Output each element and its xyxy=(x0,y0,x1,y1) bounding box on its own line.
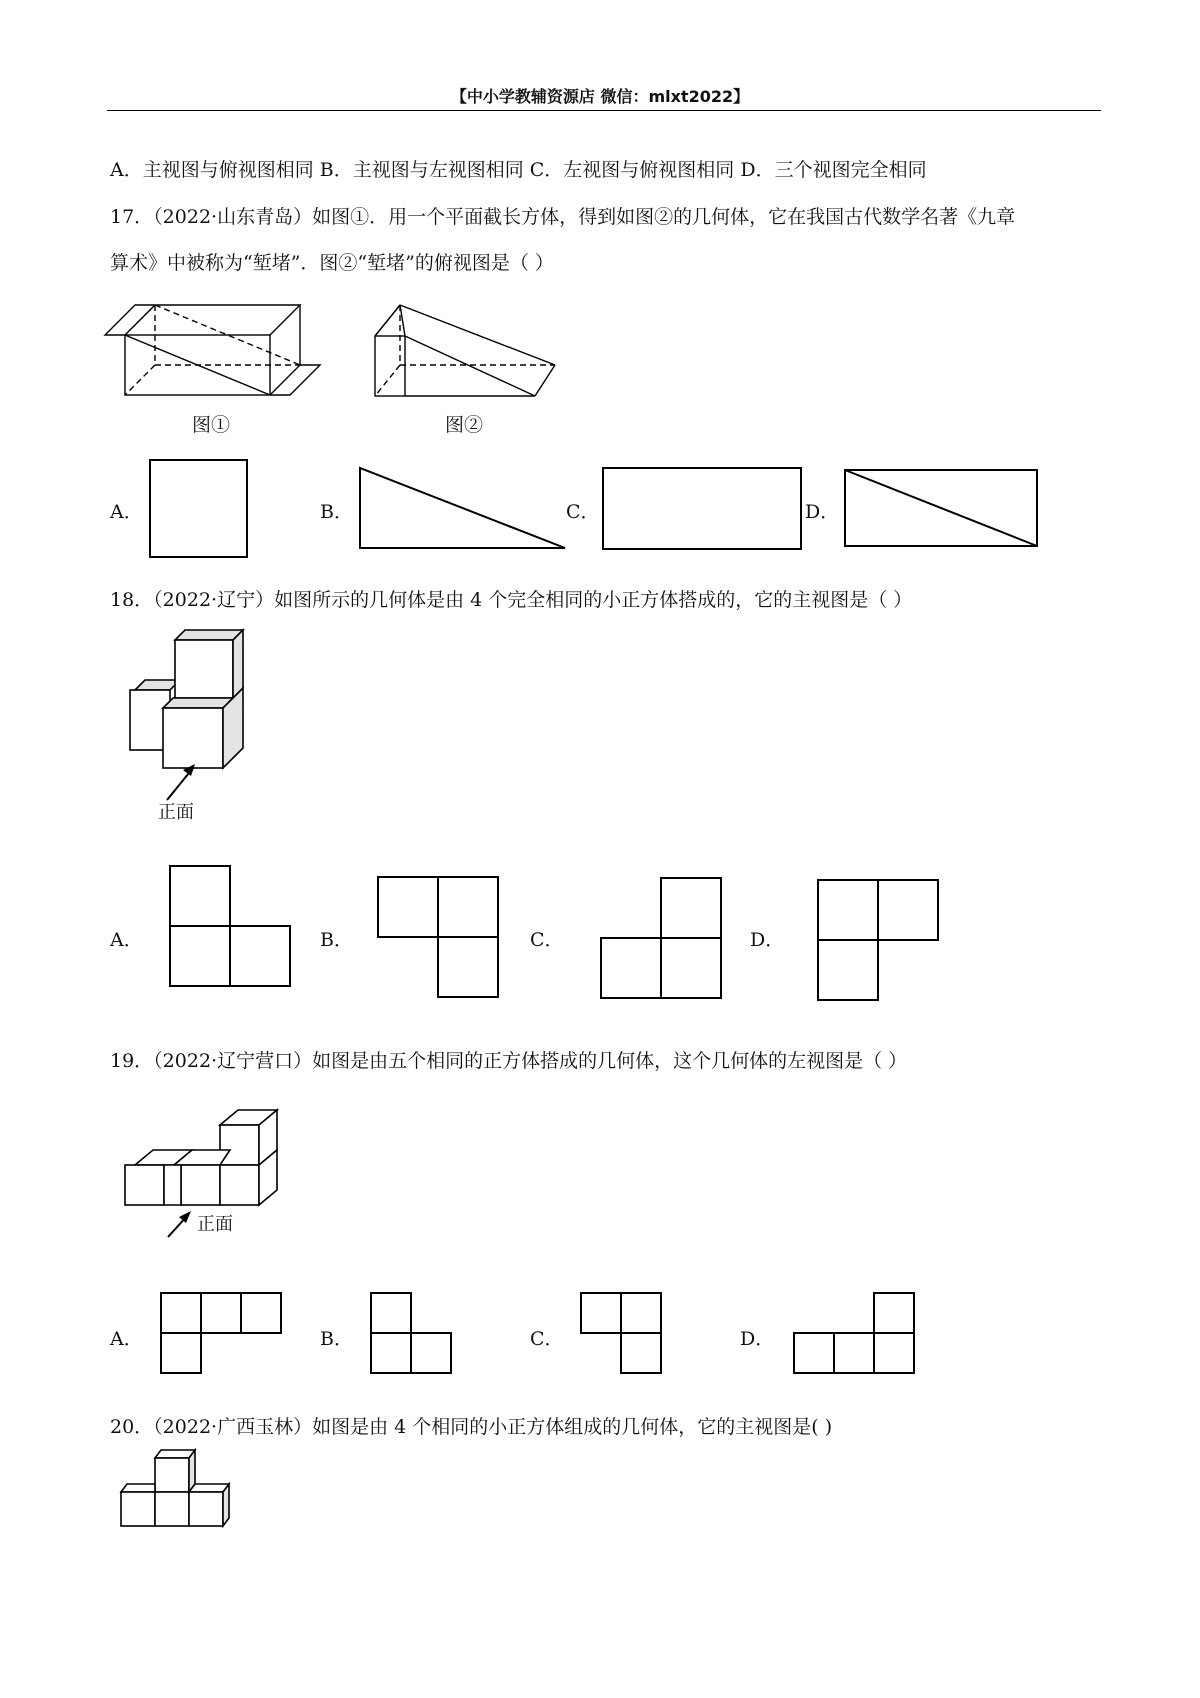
q18-text: 18．（2022·辽宁）如图所示的几何体是由 4 个完全相同的小正方体搭成的，它的主视图是（ ） xyxy=(110,589,913,611)
q16-options: A．主视图与俯视图相同 B．主视图与左视图相同 C．左视图与俯视图相同 D．三个视图完全相同 xyxy=(110,159,927,181)
q17-figure-1-caption: 图① xyxy=(192,414,231,436)
q19-option-c-shape xyxy=(581,1293,666,1378)
q17-option-d-rectangle-diagonal xyxy=(845,470,1040,550)
q19-front-label: 正面 xyxy=(197,1214,233,1235)
q18-option-b-label: B． xyxy=(320,929,353,951)
q17-figure-2-caption: 图② xyxy=(445,414,484,436)
header-divider xyxy=(107,110,1101,111)
page-header: 【中小学教辅资源店 微信：mlxt2022】 xyxy=(450,87,750,106)
q19-option-d-label: D． xyxy=(740,1328,775,1350)
q19-text: 19．（2022·辽宁营口）如图是由五个相同的正方体搭成的几何体，这个几何体的左视图是（ ） xyxy=(110,1050,908,1072)
q18-front-label: 正面 xyxy=(158,802,194,823)
q17-option-c-label: C． xyxy=(566,501,600,523)
q17-option-b-triangle xyxy=(360,468,570,553)
q18-cube-figure xyxy=(125,630,255,805)
q17-text-line2: 算术》中被称为“堑堵”．图②“堑堵”的俯视图是（ ） xyxy=(110,252,554,274)
q19-option-c-label: C． xyxy=(530,1328,564,1350)
q17-figure-2-prism xyxy=(370,300,570,400)
q19-option-d-shape xyxy=(794,1293,919,1378)
q17-option-a-label: A． xyxy=(110,501,143,523)
q17-option-c-rectangle xyxy=(603,468,803,552)
q18-option-b-shape xyxy=(378,877,503,1001)
q18-option-a-shape xyxy=(170,866,295,990)
q19-option-a-shape xyxy=(161,1293,286,1378)
q17-option-b-label: B． xyxy=(320,501,353,523)
q18-option-d-shape xyxy=(818,880,943,1004)
q18-option-d-label: D． xyxy=(750,929,785,951)
q20-text: 20．（2022·广西玉林）如图是由 4 个相同的小正方体组成的几何体，它的主视图是( ) xyxy=(110,1416,833,1438)
q17-figure-1-cuboid xyxy=(105,295,335,405)
q19-option-b-shape xyxy=(371,1293,456,1378)
q19-option-b-label: B． xyxy=(320,1328,353,1350)
q17-option-a-square xyxy=(150,460,250,560)
q18-option-c-label: C． xyxy=(530,929,564,951)
q19-option-a-label: A． xyxy=(110,1328,143,1350)
q18-option-a-label: A． xyxy=(110,929,143,951)
q20-cube-figure xyxy=(115,1450,245,1535)
q17-text-line1: 17．（2022·山东青岛）如图①．用一个平面截长方体，得到如图②的几何体，它在我国古代数学名著《九章 xyxy=(110,206,1016,228)
q18-option-c-shape xyxy=(601,878,726,1002)
q17-option-d-label: D． xyxy=(805,501,840,523)
